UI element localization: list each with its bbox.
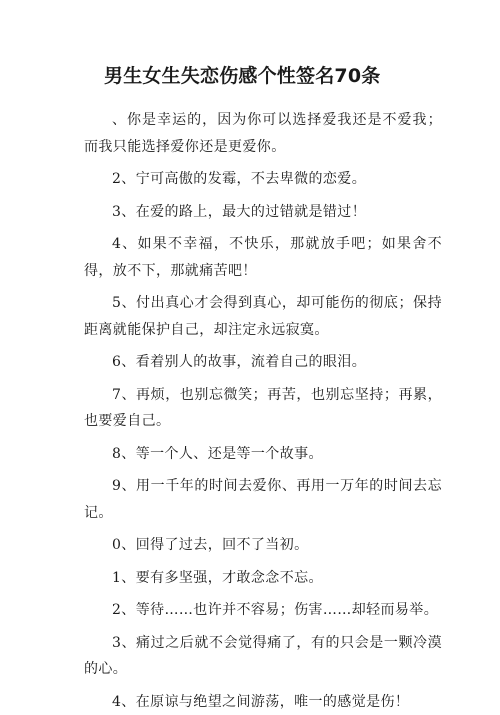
signature-item: 2、宁可高傲的发霉，不去卑微的恋爱。 xyxy=(84,166,442,193)
signature-item: 4、如果不幸福，不快乐，那就放手吧；如果舍不得，放不下，那就痛苦吧！ xyxy=(84,231,442,284)
signature-item: 1、要有多坚强，才敢念念不忘。 xyxy=(84,565,442,592)
signature-item: 3、在爱的路上，最大的过错就是错过！ xyxy=(84,199,442,226)
document-title: 男生女生失恋伤感个性签名70条 xyxy=(104,58,442,94)
signature-item: 0、回得了过去，回不了当初。 xyxy=(84,532,442,559)
signature-item: 9、用一千年的时间去爱你、再用一万年的时间去忘记。 xyxy=(84,473,442,526)
signature-item: 3、痛过之后就不会觉得痛了，有的只会是一颗冷漠的心。 xyxy=(84,630,442,683)
signature-item: 4、在原谅与绝望之间游荡，唯一的感觉是伤！ xyxy=(84,689,442,715)
signature-item: 、你是幸运的，因为你可以选择爱我还是不爱我；而我只能选择爱你还是更爱你。 xyxy=(84,107,442,160)
signature-item: 2、等待……也许并不容易；伤害……却轻而易举。 xyxy=(84,597,442,624)
signature-item: 8、等一个人、还是等一个故事。 xyxy=(84,441,442,468)
signature-item: 5、付出真心才会得到真心，却可能伤的彻底；保持距离就能保护自己，却注定永远寂寞。 xyxy=(84,290,442,343)
signature-list xyxy=(84,107,442,715)
signature-item: 6、看着别人的故事，流着自己的眼泪。 xyxy=(84,349,442,376)
signature-item: 7、再烦，也别忘微笑；再苦，也别忘坚持；再累，也要爱自己。 xyxy=(84,382,442,435)
